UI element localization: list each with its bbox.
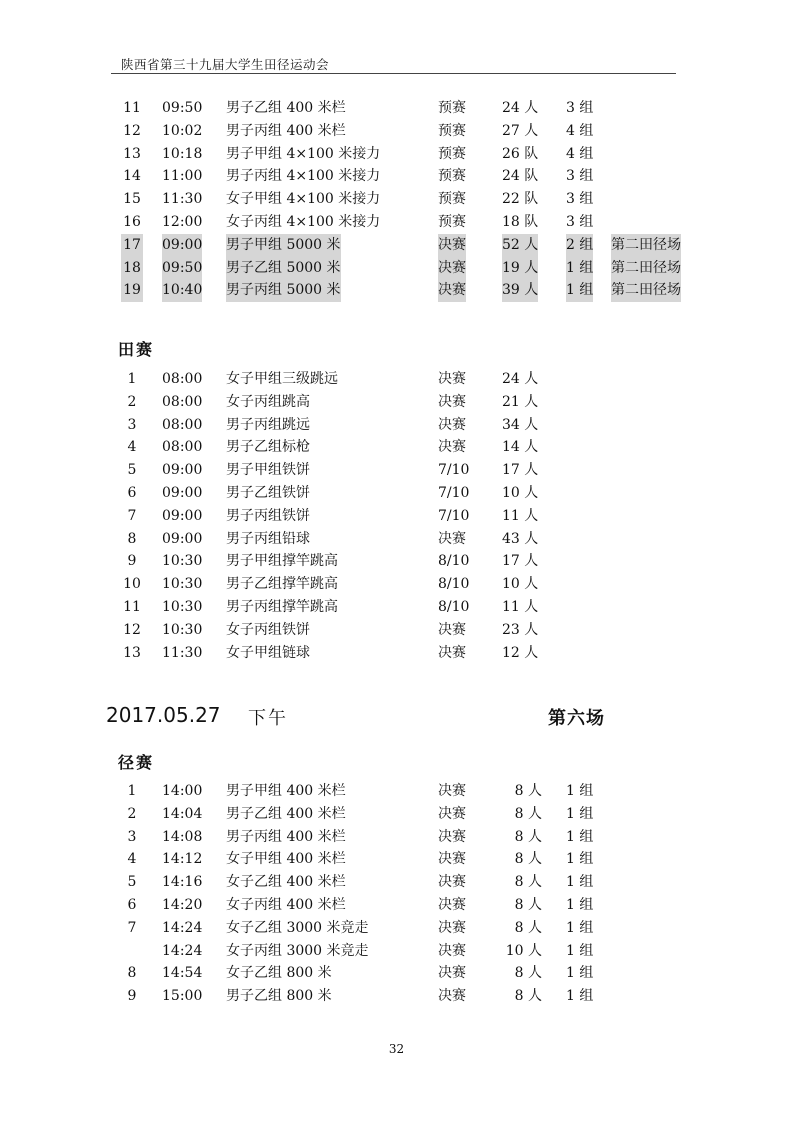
header-title: 陕西省第三十九届大学生田径运动会 [121, 57, 330, 72]
cell-count: 34 人 [502, 416, 539, 433]
cell-round: 决赛 [438, 439, 466, 456]
table-row [0, 642, 793, 665]
cell-no: 1 [127, 783, 137, 799]
cell-no: 5 [127, 462, 137, 479]
cell-groups: 1 组 [566, 896, 594, 913]
cell-time: 08:00 [162, 416, 203, 433]
cell-round: 预赛 [438, 191, 466, 208]
cell-time: 08:00 [162, 439, 203, 456]
cell-groups: 1 组 [566, 257, 593, 280]
track-schedule-morning [0, 97, 793, 302]
cell-time: 09:50 [162, 257, 202, 280]
table-row [0, 234, 793, 257]
cell-round: 决赛 [438, 530, 466, 547]
cell-no: 3 [127, 828, 137, 845]
cell-count: 8 人 [514, 828, 542, 845]
cell-time: 11:30 [162, 191, 203, 208]
cell-no: 19 [121, 279, 143, 302]
cell-event: 男子丙组 5000 米 [226, 279, 341, 302]
cell-count: 24 人 [502, 371, 539, 387]
session-number: 第六场 [548, 708, 605, 729]
cell-groups: 1 组 [566, 805, 594, 822]
table-row [0, 550, 793, 573]
cell-time: 14:54 [162, 965, 203, 982]
table-row [0, 257, 793, 280]
cell-count: 52 人 [502, 234, 538, 257]
field-section-label: 田赛 [118, 340, 155, 359]
cell-round: 7/10 [438, 507, 470, 524]
cell-no: 2 [127, 805, 137, 822]
cell-groups: 1 组 [566, 942, 594, 959]
cell-count: 8 人 [514, 965, 542, 982]
cell-groups: 4 组 [566, 145, 594, 162]
table-row [0, 391, 793, 414]
cell-time: 09:00 [162, 530, 203, 547]
cell-event: 男子丙组撑竿跳高 [226, 598, 338, 615]
cell-count: 11 人 [502, 598, 539, 615]
table-row [0, 368, 793, 391]
cell-round: 决赛 [438, 393, 466, 410]
cell-no: 11 [123, 598, 141, 615]
cell-event: 女子甲组三级跳远 [226, 371, 338, 387]
cell-no: 12 [123, 621, 141, 638]
cell-time: 10:18 [162, 145, 203, 162]
cell-no: 14 [123, 168, 141, 185]
cell-no: 2 [127, 393, 137, 410]
cell-round: 决赛 [438, 279, 466, 302]
table-row [0, 826, 793, 849]
cell-event: 女子甲组链球 [226, 644, 310, 661]
cell-no: 17 [121, 234, 143, 257]
cell-no: 12 [123, 122, 141, 139]
table-row [0, 414, 793, 437]
cell-event: 女子乙组 800 米 [226, 965, 332, 982]
cell-count: 10 人 [502, 576, 539, 593]
cell-groups: 2 组 [566, 234, 593, 257]
cell-count: 19 人 [502, 257, 538, 280]
track-schedule-afternoon [0, 780, 793, 1008]
cell-round: 决赛 [438, 919, 466, 936]
cell-no: 10 [123, 576, 141, 593]
cell-event: 男子丙组跳远 [226, 416, 310, 433]
table-row [0, 848, 793, 871]
cell-count: 24 队 [502, 168, 539, 185]
cell-event: 女子乙组 400 米栏 [226, 874, 346, 891]
field-schedule [0, 368, 793, 664]
cell-round: 7/10 [438, 462, 470, 479]
cell-time: 14:24 [162, 919, 203, 936]
cell-count: 8 人 [514, 896, 542, 913]
cell-round: 决赛 [438, 234, 466, 257]
track-section-label: 径赛 [118, 753, 155, 772]
table-row [0, 596, 793, 619]
table-row [0, 985, 793, 1008]
cell-no: 8 [127, 965, 137, 982]
table-row [0, 619, 793, 642]
cell-event: 女子乙组 3000 米竞走 [226, 919, 369, 936]
cell-count: 17 人 [502, 553, 539, 570]
cell-event: 男子丙组铁饼 [226, 507, 310, 524]
cell-no: 18 [121, 257, 143, 280]
cell-event: 男子丙组 400 米栏 [226, 828, 346, 845]
cell-event: 男子乙组 5000 米 [226, 257, 341, 280]
cell-round: 决赛 [438, 783, 466, 799]
cell-time: 14:16 [162, 874, 203, 891]
cell-round: 8/10 [438, 576, 470, 593]
cell-no: 7 [127, 507, 137, 524]
cell-time: 14:20 [162, 896, 203, 913]
cell-groups: 3 组 [566, 213, 594, 230]
cell-count: 8 人 [514, 988, 542, 1005]
cell-time: 09:00 [162, 462, 203, 479]
cell-event: 男子甲组 5000 米 [226, 234, 341, 257]
cell-round: 决赛 [438, 896, 466, 913]
cell-no: 8 [127, 530, 137, 547]
table-row [0, 188, 793, 211]
cell-no: 3 [127, 416, 137, 433]
cell-round: 预赛 [438, 213, 466, 230]
header-rule [111, 73, 676, 74]
cell-event: 男子甲组撑竿跳高 [226, 553, 338, 570]
cell-count: 11 人 [502, 507, 539, 524]
cell-time: 15:00 [162, 988, 203, 1005]
cell-time: 12:00 [162, 213, 203, 230]
cell-round: 预赛 [438, 100, 466, 116]
cell-count: 8 人 [514, 805, 542, 822]
cell-groups: 1 组 [566, 828, 594, 845]
cell-round: 决赛 [438, 621, 466, 638]
cell-no: 9 [127, 553, 137, 570]
cell-time: 14:12 [162, 851, 203, 868]
cell-time: 14:00 [162, 783, 203, 799]
cell-count: 18 队 [502, 213, 539, 230]
cell-event: 男子甲组 4×100 米接力 [226, 145, 381, 162]
cell-event: 男子乙组铁饼 [226, 484, 310, 501]
cell-groups: 1 组 [566, 279, 593, 302]
cell-groups: 3 组 [566, 191, 594, 208]
cell-venue: 第二田径场 [611, 257, 681, 280]
cell-time: 10:30 [162, 576, 203, 593]
cell-round: 预赛 [438, 145, 466, 162]
cell-count: 8 人 [514, 874, 542, 891]
cell-time: 14:04 [162, 805, 203, 822]
cell-count: 27 人 [502, 122, 539, 139]
cell-round: 决赛 [438, 874, 466, 891]
cell-count: 24 人 [502, 100, 539, 116]
cell-event: 女子丙组 3000 米竞走 [226, 942, 369, 959]
cell-round: 决赛 [438, 644, 466, 661]
table-row [0, 505, 793, 528]
cell-round: 预赛 [438, 122, 466, 139]
cell-no: 4 [127, 851, 137, 868]
cell-event: 男子丙组铅球 [226, 530, 310, 547]
cell-count: 10 人 [502, 484, 539, 501]
table-row [0, 165, 793, 188]
cell-time: 08:00 [162, 393, 203, 410]
cell-event: 男子甲组铁饼 [226, 462, 310, 479]
cell-round: 决赛 [438, 257, 466, 280]
cell-groups: 1 组 [566, 988, 594, 1005]
cell-time: 10:30 [162, 553, 203, 570]
session-date: 2017.05.27 [106, 703, 221, 727]
cell-count: 8 人 [514, 851, 542, 868]
table-row [0, 894, 793, 917]
cell-groups: 1 组 [566, 919, 594, 936]
session-period: 下午 [248, 708, 288, 729]
cell-event: 男子乙组标枪 [226, 439, 310, 456]
cell-groups: 1 组 [566, 874, 594, 891]
cell-time: 09:00 [162, 484, 203, 501]
cell-event: 女子甲组 4×100 米接力 [226, 191, 381, 208]
cell-round: 决赛 [438, 942, 466, 959]
cell-no: 9 [127, 988, 137, 1005]
cell-event: 女子丙组铁饼 [226, 621, 310, 638]
table-row [0, 803, 793, 826]
cell-round: 决赛 [438, 805, 466, 822]
cell-time: 09:50 [162, 100, 203, 116]
cell-no: 6 [127, 896, 137, 913]
cell-no: 6 [127, 484, 137, 501]
cell-round: 预赛 [438, 168, 466, 185]
cell-round: 决赛 [438, 965, 466, 982]
cell-event: 男子乙组 800 米 [226, 988, 332, 1005]
table-row [0, 436, 793, 459]
cell-no: 13 [123, 644, 141, 661]
table-row [0, 482, 793, 505]
cell-time: 10:30 [162, 621, 203, 638]
cell-time: 14:24 [162, 942, 203, 959]
page-number: 32 [388, 1042, 405, 1056]
cell-round: 7/10 [438, 484, 470, 501]
table-row [0, 97, 793, 120]
cell-count: 23 人 [502, 621, 539, 638]
table-row [0, 962, 793, 985]
cell-time: 11:30 [162, 644, 203, 661]
cell-groups: 1 组 [566, 783, 594, 799]
cell-time: 10:40 [162, 279, 202, 302]
cell-round: 决赛 [438, 988, 466, 1005]
cell-time: 14:08 [162, 828, 203, 845]
cell-time: 11:00 [162, 168, 203, 185]
table-row [0, 279, 793, 302]
cell-event: 女子甲组 400 米栏 [226, 851, 346, 868]
cell-round: 决赛 [438, 416, 466, 433]
cell-no: 15 [123, 191, 141, 208]
cell-count: 39 人 [502, 279, 538, 302]
table-row [0, 917, 793, 940]
cell-time: 09:00 [162, 234, 202, 257]
cell-round: 8/10 [438, 598, 470, 615]
cell-round: 决赛 [438, 828, 466, 845]
cell-no: 7 [127, 919, 137, 936]
table-row [0, 211, 793, 234]
table-row [0, 780, 793, 803]
cell-event: 男子甲组 400 米栏 [226, 783, 346, 799]
table-row [0, 120, 793, 143]
cell-groups: 3 组 [566, 168, 594, 185]
cell-time: 10:30 [162, 598, 203, 615]
cell-time: 10:02 [162, 122, 203, 139]
cell-no: 13 [123, 145, 141, 162]
cell-count: 10 人 [505, 942, 542, 959]
cell-no: 4 [127, 439, 137, 456]
cell-venue: 第二田径场 [611, 234, 681, 257]
table-row [0, 528, 793, 551]
cell-time: 08:00 [162, 371, 203, 387]
cell-count: 26 队 [502, 145, 539, 162]
cell-event: 女子丙组 400 米栏 [226, 896, 346, 913]
cell-groups: 3 组 [566, 100, 594, 116]
cell-round: 8/10 [438, 553, 470, 570]
cell-count: 21 人 [502, 393, 539, 410]
cell-event: 女子丙组 4×100 米接力 [226, 213, 381, 230]
cell-count: 8 人 [514, 783, 542, 799]
cell-time: 09:00 [162, 507, 203, 524]
cell-no: 16 [123, 213, 141, 230]
cell-event: 女子丙组跳高 [226, 393, 310, 410]
cell-count: 8 人 [514, 919, 542, 936]
cell-groups: 1 组 [566, 851, 594, 868]
cell-no: 11 [123, 100, 141, 116]
cell-event: 男子丙组 4×100 米接力 [226, 168, 381, 185]
table-row [0, 871, 793, 894]
cell-round: 决赛 [438, 371, 466, 387]
cell-count: 43 人 [502, 530, 539, 547]
cell-count: 14 人 [502, 439, 539, 456]
cell-event: 男子丙组 400 米栏 [226, 122, 346, 139]
cell-groups: 4 组 [566, 122, 594, 139]
cell-count: 22 队 [502, 191, 539, 208]
cell-event: 男子乙组撑竿跳高 [226, 576, 338, 593]
cell-no: 5 [127, 874, 137, 891]
cell-count: 12 人 [502, 644, 539, 661]
cell-event: 男子乙组 400 米栏 [226, 100, 346, 116]
table-row [0, 573, 793, 596]
table-row [0, 940, 793, 963]
table-row [0, 143, 793, 166]
cell-event: 男子乙组 400 米栏 [226, 805, 346, 822]
cell-venue: 第二田径场 [611, 279, 681, 302]
cell-round: 决赛 [438, 851, 466, 868]
cell-no: 1 [127, 371, 137, 387]
cell-groups: 1 组 [566, 965, 594, 982]
table-row [0, 459, 793, 482]
cell-count: 17 人 [502, 462, 539, 479]
